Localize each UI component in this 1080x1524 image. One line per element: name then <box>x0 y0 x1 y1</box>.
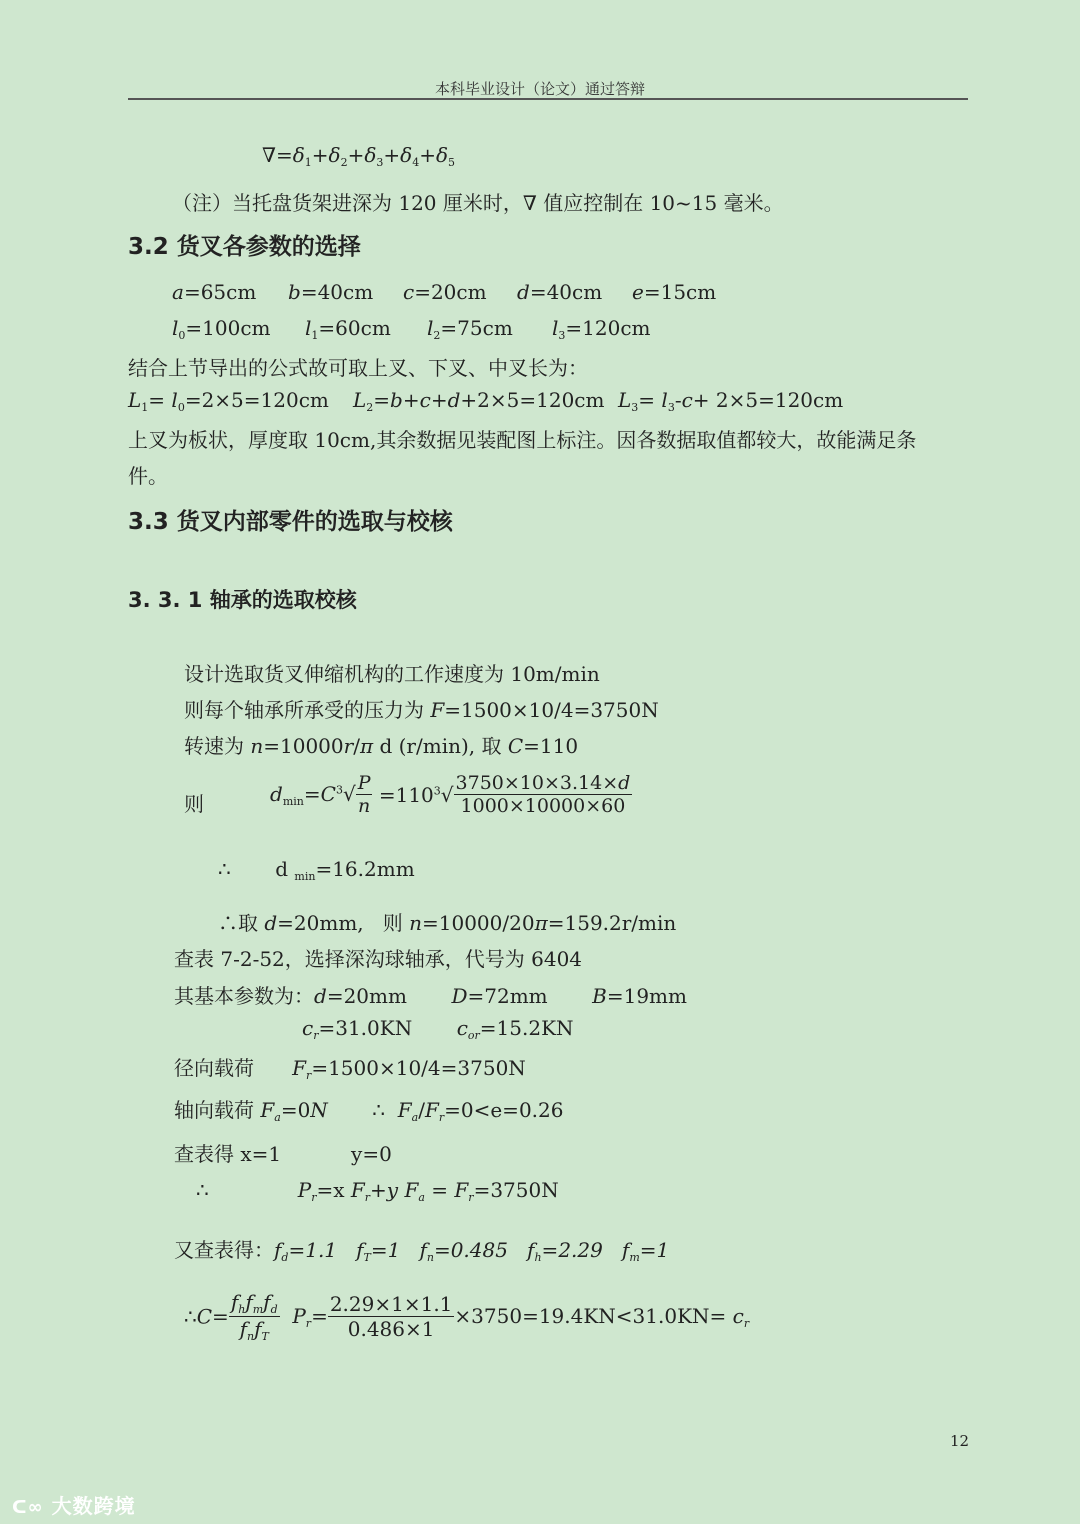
pr-formula: ∴ $P_r=x$ $F_r+y$ $F_a = F_r=3750N$ <box>196 1178 559 1204</box>
speed-text: 设计选取货叉伸缩机构的工作速度为 10m/min <box>184 662 600 686</box>
param-c: c=20cm <box>403 280 487 304</box>
header-rule <box>128 98 968 100</box>
basic-params: 其基本参数为：d=20mm D=72mm B=19mm <box>174 984 687 1008</box>
c-formula: ∴C= $\frac{f_hf_mf_d}{f_nf_T}$ $P_r=$ $\frac{2.29\times 1\times 1.1}{0.486\times 1}$ $\times 3750=19.4KN<31.0KN= c_r$ <box>184 1290 750 1343</box>
section-3-3-title: 3.3 货叉内部零件的选取与校核 <box>128 509 453 535</box>
watermark-logo: ᑕ∞ 大数跨境 <box>12 1494 136 1518</box>
section-3-3-1-title: 3. 3. 1 轴承的选取校核 <box>128 588 357 612</box>
param-l3: $l_3=120cm$ <box>552 316 651 342</box>
param-e: e=15cm <box>632 280 717 304</box>
param-a: a=65cm <box>172 280 257 304</box>
lookup-text: 查表 7-2-52，选择深沟球轴承，代号为 6404 <box>174 947 583 971</box>
then-label: 则 <box>184 792 204 816</box>
param-l2: $l_2=75cm$ <box>427 316 513 342</box>
rpm-text: 转速为 n=10000r/π d (r/min), 取 C=110 <box>184 734 579 758</box>
logo-icon: ᑕ∞ <box>12 1497 44 1518</box>
param-b: b=40cm <box>288 280 374 304</box>
dmin-formula: $d_{min}=C^3√$ $\frac{P}{n}$ $=110^3√$ $\frac{3750\times 10\times 3.14\times d}{1000\times 10000\times 60}$ <box>270 772 631 817</box>
factors: 又查表得：$f_d=1.1$ $f_T=1$ $f_n=0.485$ $f_h=2.29$ $f_m=1$ <box>174 1238 670 1264</box>
param-l1: $l_1=60cm$ <box>305 316 391 342</box>
upper-fork-text-1: 上叉为板状，厚度取 10cm,其余数据见装配图上标注。因各数据取值都较大，故能满足条 <box>128 428 917 452</box>
dmin-result: ∴ d $_{min}$=16.2mm <box>218 857 415 883</box>
page-header: 本科毕业设计（论文）通过答辩 <box>434 80 645 98</box>
nabla-formula: $\nabla=\delta_1+\delta_2+\delta_3+\delta_4+\delta_5$ <box>262 143 456 169</box>
axial-load: 轴向载荷 $F_a=0N$ ∴ $F_a/F_r=0<e=0.26$ <box>174 1098 564 1124</box>
page-number: 12 <box>950 1432 970 1450</box>
param-d: d=40cm <box>517 280 603 304</box>
take-d: ∴取 d=20mm, 则 n=10000/20π=159.2r/min <box>218 911 677 935</box>
cr-values: $c_r=31.0KN$ $c_{or}=15.2KN$ <box>302 1016 574 1042</box>
combine-text: 结合上节导出的公式故可取上叉、下叉、中叉长为： <box>128 356 588 380</box>
length-L3: $L_3= l_3-c+ 2\times 5=120cm$ <box>618 388 844 414</box>
radial-load: 径向载荷 $F_r=1500\times 10/4=3750N$ <box>174 1056 526 1082</box>
xy-values: 查表得 x=1 y=0 <box>174 1142 392 1166</box>
note-text: （注）当托盘货架进深为 120 厘米时，∇ 值应控制在 10~15 毫米。 <box>172 191 784 215</box>
length-L1: $L_1= l_0=2\times 5=120cm$ <box>128 388 329 414</box>
force-text: 则每个轴承所承受的压力为 F=1500×10/4=3750N <box>184 698 659 722</box>
section-3-2-title: 3.2 货叉各参数的选择 <box>128 234 361 260</box>
length-L2: $L_2=b+c+d+2\times 5=120cm$ <box>353 388 605 414</box>
upper-fork-text-2: 件。 <box>128 464 168 488</box>
param-l0: $l_0=100cm$ <box>172 316 271 342</box>
